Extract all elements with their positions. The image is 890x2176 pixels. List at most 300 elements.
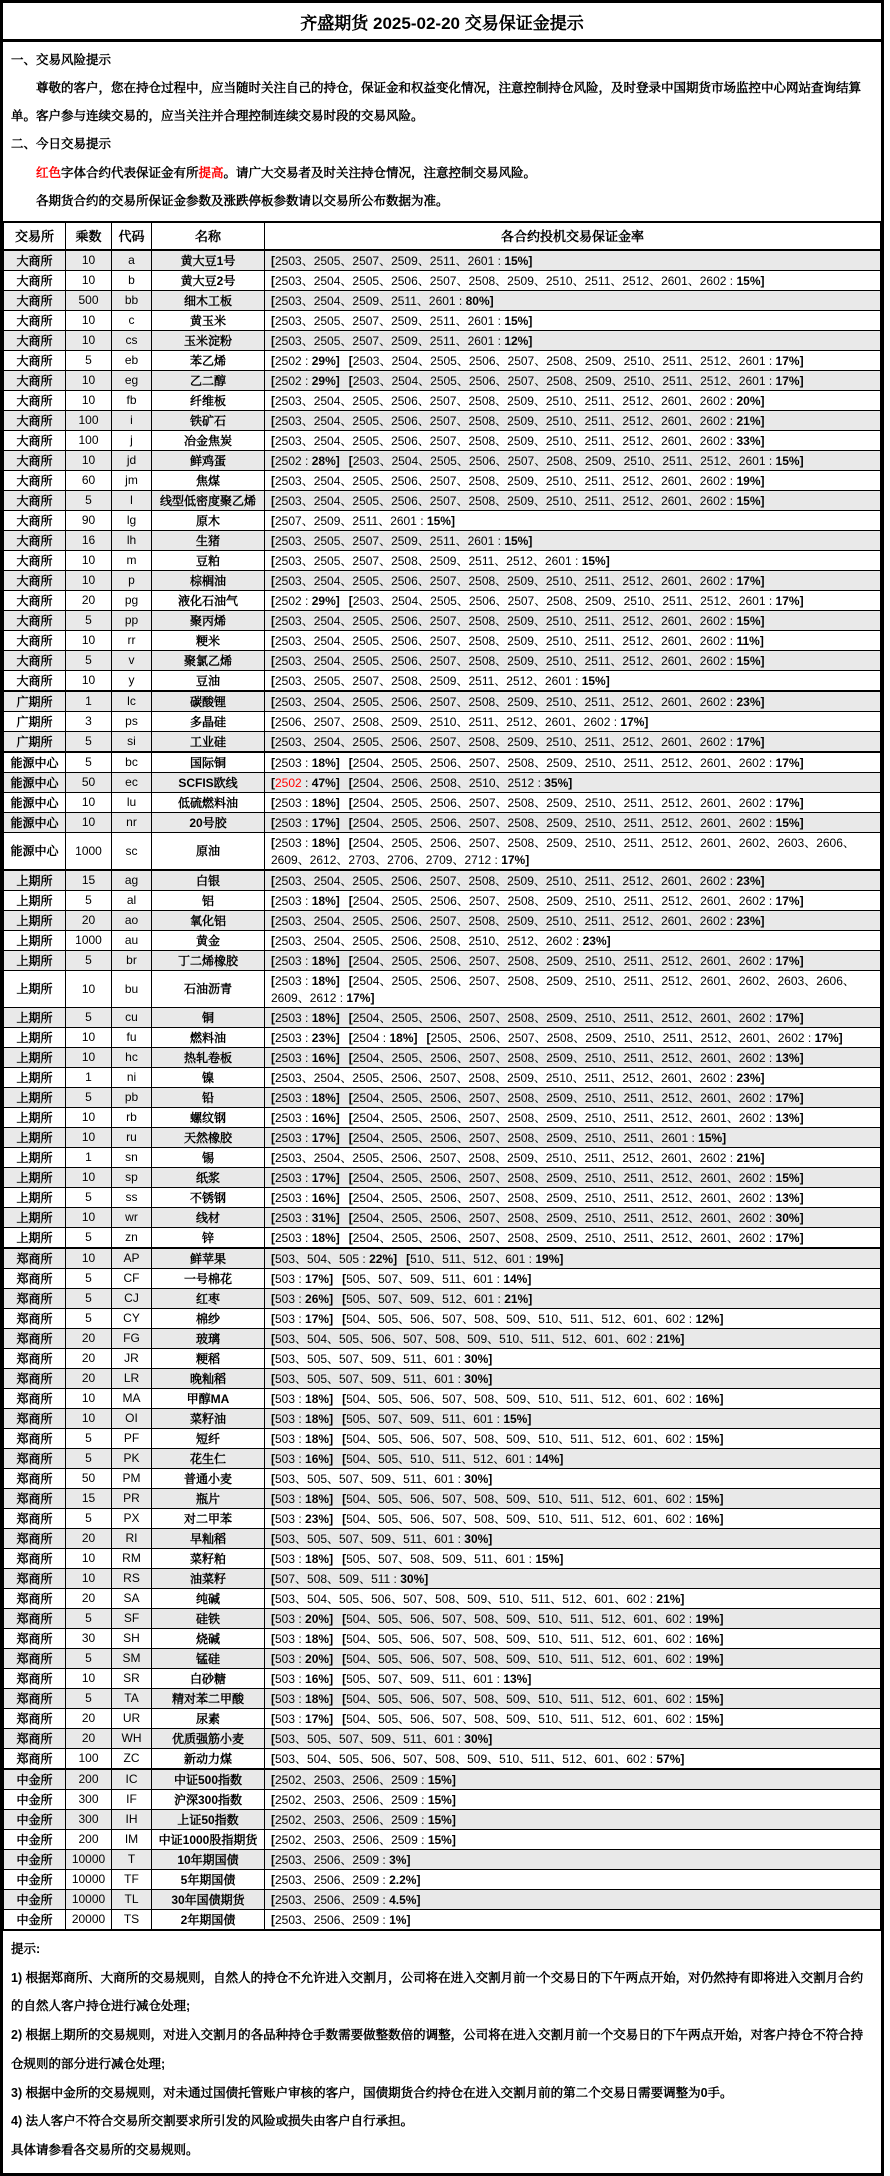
table-row (4, 330, 881, 350)
table-row (4, 1608, 881, 1628)
multiplier-cell: 10 (66, 1127, 112, 1147)
rate-segment: [503 : 17%] (271, 1711, 334, 1726)
multiplier-cell: 10 (66, 390, 112, 410)
note-item: 1) 根据郑商所、大商所的交易规则，自然人的持仓不允许进入交割月，公司将在进入交割月前一个交易日的下午两点开始，对仍然持有即将进入交割月合约的自然人客户持仓进行减仓处理; (11, 1970, 864, 2014)
exchange-cell: 大商所 (4, 650, 66, 670)
code-cell: c (112, 310, 152, 330)
name-cell: 线材 (152, 1207, 265, 1227)
name-cell: 10年期国债 (152, 1849, 265, 1869)
rate-segment: [2503 : 18%] (271, 953, 340, 968)
table-row (4, 950, 881, 970)
table-row (4, 1388, 881, 1408)
multiplier-cell: 20 (66, 590, 112, 610)
exchange-cell: 上期所 (4, 1027, 66, 1047)
rate-cell (265, 1869, 881, 1889)
rate-cell (265, 1789, 881, 1809)
red-notice-word-red: 红色 (36, 165, 62, 180)
code-cell: IH (112, 1809, 152, 1829)
rate-segment: [2503、2504、2505、2506、2507、2508、2509、2510、2511、2512、2601 : 17%] (348, 593, 804, 608)
rate-segment: [2502 : 29%] (271, 593, 340, 608)
rate-segment: [504、505、506、507、508、509、510、511、512、601、602 : 16%] (342, 1511, 724, 1526)
rate-cell (265, 1628, 881, 1648)
multiplier-cell: 20 (66, 1728, 112, 1748)
table-row (4, 1769, 881, 1790)
rate-segment: [2507、2509、2511、2601 : 15%] (271, 513, 455, 528)
rate-cell (265, 1127, 881, 1147)
rate-segment: [2503、2505、2507、2509、2511、2601 : 15%] (271, 313, 533, 328)
intro-section (3, 42, 881, 221)
name-cell: 乙二醇 (152, 370, 265, 390)
name-cell: 白砂糖 (152, 1668, 265, 1688)
code-cell: b (112, 270, 152, 290)
rate-cell (265, 870, 881, 891)
rate-segment: [2503、2504、2505、2506、2507、2508、2509、2510、2511、2512、2601、2602 : 23%] (271, 1070, 765, 1085)
code-cell: IM (112, 1829, 152, 1849)
col-header-rates: 各合约投机交易保证金率 (265, 222, 881, 250)
rate-cell (265, 711, 881, 731)
rate-segment: [2504、2505、2506、2507、2508、2509、2510、2511、2512、2601、2602 : 17%] (348, 1230, 804, 1245)
rate-cell (265, 731, 881, 752)
name-cell: 粳米 (152, 630, 265, 650)
name-cell: 烧碱 (152, 1628, 265, 1648)
rate-segment: [2503 : 16%] (271, 1190, 340, 1205)
rate-segment: [504、505、506、507、508、509、510、511、512、601、602 : 15%] (342, 1431, 724, 1446)
table-row (4, 370, 881, 390)
rate-cell (265, 1167, 881, 1187)
exchange-cell: 郑商所 (4, 1488, 66, 1508)
rate-segment: [504、505、506、507、508、509、510、511、512、601、602 : 15%] (342, 1711, 724, 1726)
rate-cell (265, 310, 881, 330)
multiplier-cell: 20 (66, 1328, 112, 1348)
rate-cell (265, 590, 881, 610)
rate-segment: [503、504、505、506、507、508、509、510、511、512、601、602 : 57%] (271, 1751, 685, 1766)
rate-segment: [2504、2505、2506、2507、2508、2509、2510、2511、2512、2601、2602 : 13%] (348, 1190, 804, 1205)
rate-cell (265, 1348, 881, 1368)
params-notice-line: 各期货合约的交易所保证金参数及涨跌停板参数请以交易所公布数据为准。 (36, 193, 449, 208)
today-section-heading: 二、今日交易提示 (11, 137, 112, 152)
exchange-cell: 上期所 (4, 970, 66, 1007)
code-cell: PM (112, 1468, 152, 1488)
table-row (4, 1067, 881, 1087)
rate-segment: [504、505、510、511、512、601 : 14%] (342, 1451, 564, 1466)
rate-segment: [2503 : 18%] (271, 1090, 340, 1105)
rate-segment: [2503、2506、2509 : 3%] (271, 1852, 411, 1867)
name-cell: 苯乙烯 (152, 350, 265, 370)
table-row (4, 1288, 881, 1308)
rate-segment: [503 : 17%] (271, 1311, 334, 1326)
code-cell: ps (112, 711, 152, 731)
exchange-cell: 郑商所 (4, 1628, 66, 1648)
exchange-cell: 能源中心 (4, 832, 66, 870)
multiplier-cell: 10 (66, 970, 112, 1007)
rate-segment: [2502、2503、2506、2509 : 15%] (271, 1812, 456, 1827)
risk-paragraph: 尊敬的客户，您在持仓过程中，应当随时关注自己的持仓，保证金和权益变化情况，注意控制持仓风险，及时登录中国期货市场监控中心网站查询结算单。客户参与连续交易的，应当关注并合理控制连续交易时段的交易风险。 (11, 81, 862, 124)
multiplier-cell: 10 (66, 792, 112, 812)
code-cell: SH (112, 1628, 152, 1648)
rate-cell (265, 1187, 881, 1207)
exchange-cell: 中金所 (4, 1909, 66, 1930)
name-cell: 国际铜 (152, 752, 265, 773)
notes-section (3, 1931, 881, 2173)
multiplier-cell: 5 (66, 610, 112, 630)
name-cell: 原油 (152, 832, 265, 870)
exchange-cell: 上期所 (4, 1187, 66, 1207)
exchange-cell: 中金所 (4, 1849, 66, 1869)
multiplier-cell: 10 (66, 250, 112, 271)
table-row (4, 570, 881, 590)
name-cell: 白银 (152, 870, 265, 891)
multiplier-cell: 100 (66, 1748, 112, 1769)
exchange-cell: 广期所 (4, 711, 66, 731)
table-row (4, 530, 881, 550)
name-cell: 纤维板 (152, 390, 265, 410)
table-row (4, 270, 881, 290)
exchange-cell: 上期所 (4, 1087, 66, 1107)
code-cell: lu (112, 792, 152, 812)
multiplier-cell: 5 (66, 1268, 112, 1288)
exchange-cell: 大商所 (4, 390, 66, 410)
table-row (4, 1889, 881, 1909)
exchange-cell: 中金所 (4, 1869, 66, 1889)
multiplier-cell: 5 (66, 890, 112, 910)
rate-segment: [2503 : 18%] (271, 1010, 340, 1025)
multiplier-cell: 1 (66, 1067, 112, 1087)
table-row (4, 1408, 881, 1428)
name-cell: 铅 (152, 1087, 265, 1107)
table-row (4, 1328, 881, 1348)
exchange-cell: 大商所 (4, 410, 66, 430)
code-cell: jd (112, 450, 152, 470)
code-cell: SA (112, 1588, 152, 1608)
multiplier-cell: 300 (66, 1809, 112, 1829)
name-cell: 原木 (152, 510, 265, 530)
code-cell: PX (112, 1508, 152, 1528)
rate-segment: [503 : 16%] (271, 1451, 334, 1466)
table-row (4, 870, 881, 891)
exchange-cell: 大商所 (4, 450, 66, 470)
rate-segment: [2503 : 17%] (271, 1170, 340, 1185)
rate-segment: [503、505、507、509、511、601 : 30%] (271, 1371, 493, 1386)
name-cell: 甲醇MA (152, 1388, 265, 1408)
rate-cell (265, 1207, 881, 1227)
multiplier-cell: 90 (66, 510, 112, 530)
multiplier-cell: 10 (66, 1568, 112, 1588)
name-cell: 不锈钢 (152, 1187, 265, 1207)
rate-cell (265, 390, 881, 410)
multiplier-cell: 5 (66, 1608, 112, 1628)
exchange-cell: 上期所 (4, 1047, 66, 1067)
rate-segment: [2502、2503、2506、2509 : 15%] (271, 1832, 456, 1847)
exchange-cell: 大商所 (4, 270, 66, 290)
name-cell: 聚丙烯 (152, 610, 265, 630)
name-cell: 石油沥青 (152, 970, 265, 1007)
rate-segment: [2503 : 18%] (271, 755, 340, 770)
exchange-cell: 中金所 (4, 1809, 66, 1829)
rate-cell (265, 1268, 881, 1288)
exchange-cell: 郑商所 (4, 1248, 66, 1269)
code-cell: sc (112, 832, 152, 870)
rate-cell (265, 410, 881, 430)
exchange-cell: 郑商所 (4, 1568, 66, 1588)
rate-cell (265, 490, 881, 510)
rate-segment: [503 : 26%] (271, 1291, 334, 1306)
code-cell: ao (112, 910, 152, 930)
rate-segment: [2504、2505、2506、2507、2508、2509、2510、2511、2512、2601、2602 : 13%] (348, 1110, 804, 1125)
rate-cell (265, 610, 881, 630)
table-row (4, 1728, 881, 1748)
code-cell: eg (112, 370, 152, 390)
margin-rate-table (3, 221, 881, 1931)
rate-segment: [2504、2505、2506、2507、2508、2509、2510、2511、2512、2601、2602 : 17%] (348, 1010, 804, 1025)
rate-segment: [2503、2504、2505、2506、2507、2508、2509、2510、2511、2512、2601、2602 : 21%] (271, 1150, 765, 1165)
name-cell: 低硫燃料油 (152, 792, 265, 812)
table-row (4, 1368, 881, 1388)
code-cell: OI (112, 1408, 152, 1428)
exchange-cell: 郑商所 (4, 1668, 66, 1688)
rate-segment: [2504、2505、2506、2507、2508、2509、2510、2511、2512、2601、2602 : 15%] (348, 815, 804, 830)
exchange-cell: 郑商所 (4, 1368, 66, 1388)
multiplier-cell: 50 (66, 772, 112, 792)
multiplier-cell: 10 (66, 570, 112, 590)
name-cell: 棉纱 (152, 1308, 265, 1328)
exchange-cell: 上期所 (4, 1227, 66, 1248)
code-cell: m (112, 550, 152, 570)
multiplier-cell: 5 (66, 1448, 112, 1468)
table-row (4, 970, 881, 1007)
multiplier-cell: 10 (66, 1047, 112, 1067)
rate-cell (265, 1007, 881, 1027)
name-cell: 上证50指数 (152, 1809, 265, 1829)
multiplier-cell: 30 (66, 1628, 112, 1648)
table-row (4, 1348, 881, 1368)
rate-segment: [2504、2505、2506、2507、2508、2509、2510、2511、2512、2601、2602 : 13%] (348, 1050, 804, 1065)
exchange-cell: 大商所 (4, 370, 66, 390)
rate-cell (265, 1648, 881, 1668)
multiplier-cell: 10 (66, 1027, 112, 1047)
rate-cell (265, 812, 881, 832)
code-cell: TF (112, 1869, 152, 1889)
name-cell: 黄大豆1号 (152, 250, 265, 271)
code-cell: ZC (112, 1748, 152, 1769)
rate-cell (265, 691, 881, 712)
name-cell: 对二甲苯 (152, 1508, 265, 1528)
rate-segment: [2503 : 23%] (271, 1030, 340, 1045)
name-cell: 一号棉花 (152, 1268, 265, 1288)
rate-segment: [2503、2504、2505、2506、2507、2508、2509、2510、2511、2512、2601、2602 : 15%] (271, 273, 765, 288)
multiplier-cell: 5 (66, 1187, 112, 1207)
name-cell: 玉米淀粉 (152, 330, 265, 350)
multiplier-cell: 10 (66, 1668, 112, 1688)
name-cell: 黄金 (152, 930, 265, 950)
multiplier-cell: 20000 (66, 1909, 112, 1930)
rate-cell (265, 650, 881, 670)
name-cell: 普通小麦 (152, 1468, 265, 1488)
exchange-cell: 上期所 (4, 1127, 66, 1147)
table-row (4, 410, 881, 430)
table-row (4, 792, 881, 812)
table-row (4, 1789, 881, 1809)
multiplier-cell: 10000 (66, 1889, 112, 1909)
table-row (4, 1007, 881, 1027)
rate-segment: [504、505、506、507、508、509、510、511、512、601、602 : 19%] (342, 1651, 724, 1666)
exchange-cell: 大商所 (4, 310, 66, 330)
table-row (4, 350, 881, 370)
rate-segment: [2503 : 18%] (271, 893, 340, 908)
exchange-cell: 大商所 (4, 550, 66, 570)
code-cell: eb (112, 350, 152, 370)
rate-segment: [504、505、506、507、508、509、510、511、512、601、602 : 19%] (342, 1611, 724, 1626)
rate-segment: [503 : 18%] (271, 1691, 334, 1706)
multiplier-cell: 1000 (66, 930, 112, 950)
multiplier-cell: 100 (66, 430, 112, 450)
rate-segment: [504、505、506、507、508、509、510、511、512、601、602 : 16%] (342, 1631, 724, 1646)
table-row (4, 1027, 881, 1047)
code-cell: UR (112, 1708, 152, 1728)
exchange-cell: 郑商所 (4, 1268, 66, 1288)
multiplier-cell: 10 (66, 1548, 112, 1568)
code-cell: si (112, 731, 152, 752)
rate-segment: [2504、2505、2506、2507、2508、2509、2510、2511、2512、2601、2602 : 17%] (348, 953, 804, 968)
red-notice-line (11, 159, 873, 187)
name-cell: 聚氯乙烯 (152, 650, 265, 670)
table-row (4, 1809, 881, 1829)
code-cell: FG (112, 1328, 152, 1348)
multiplier-cell: 20 (66, 1368, 112, 1388)
rate-segment: [2503、2505、2507、2509、2511、2601 : 12%] (271, 333, 533, 348)
table-row (4, 590, 881, 610)
exchange-cell: 上期所 (4, 910, 66, 930)
code-cell: y (112, 670, 152, 691)
rate-cell (265, 1889, 881, 1909)
exchange-cell: 上期所 (4, 1207, 66, 1227)
code-cell: lh (112, 530, 152, 550)
rate-cell (265, 550, 881, 570)
multiplier-cell: 5 (66, 752, 112, 773)
exchange-cell: 大商所 (4, 290, 66, 310)
rate-cell (265, 1488, 881, 1508)
rate-segment: [2503、2504、2505、2506、2507、2508、2509、2510、2511、2512、2601、2602 : 17%] (271, 734, 765, 749)
rate-cell (265, 1107, 881, 1127)
table-row (4, 1268, 881, 1288)
rate-segment: [503 : 18%] (271, 1631, 334, 1646)
name-cell: 鲜苹果 (152, 1248, 265, 1269)
code-cell: al (112, 890, 152, 910)
table-row (4, 610, 881, 630)
name-cell: 黄玉米 (152, 310, 265, 330)
rate-cell (265, 1468, 881, 1488)
table-row (4, 1548, 881, 1568)
name-cell: 新动力煤 (152, 1748, 265, 1769)
multiplier-cell: 20 (66, 1528, 112, 1548)
code-cell: rb (112, 1107, 152, 1127)
name-cell: 精对苯二甲酸 (152, 1688, 265, 1708)
code-cell: p (112, 570, 152, 590)
rate-cell (265, 630, 881, 650)
exchange-cell: 郑商所 (4, 1428, 66, 1448)
multiplier-cell: 10 (66, 330, 112, 350)
name-cell: 油菜籽 (152, 1568, 265, 1588)
rate-segment: [2504、2505、2506、2507、2508、2509、2510、2511、2512、2601、2602 : 30%] (348, 1210, 804, 1225)
table-row (4, 930, 881, 950)
multiplier-cell: 10 (66, 812, 112, 832)
multiplier-cell: 5 (66, 731, 112, 752)
exchange-cell: 大商所 (4, 470, 66, 490)
rate-segment: [2503、2506、2509 : 4.5%] (271, 1892, 421, 1907)
code-cell: TL (112, 1889, 152, 1909)
code-cell: pp (112, 610, 152, 630)
rate-segment: [2502 : 29%] (271, 373, 340, 388)
multiplier-cell: 16 (66, 530, 112, 550)
multiplier-cell: 100 (66, 410, 112, 430)
name-cell: 氧化铝 (152, 910, 265, 930)
rate-segment: [503 : 18%] (271, 1411, 334, 1426)
code-cell: T (112, 1849, 152, 1869)
name-cell: 粳稻 (152, 1348, 265, 1368)
rate-cell (265, 250, 881, 271)
rate-cell (265, 1368, 881, 1388)
name-cell: 燃料油 (152, 1027, 265, 1047)
name-cell: 黄大豆2号 (152, 270, 265, 290)
name-cell: 细木工板 (152, 290, 265, 310)
rate-segment: [2503、2506、2509 : 1%] (271, 1912, 411, 1927)
code-cell: IF (112, 1789, 152, 1809)
multiplier-cell: 10 (66, 550, 112, 570)
multiplier-cell: 300 (66, 1789, 112, 1809)
rate-segment: [2503、2504、2505、2506、2507、2508、2509、2510、2511、2512、2601、2602 : 15%] (271, 493, 765, 508)
name-cell: 5年期国债 (152, 1869, 265, 1889)
red-notice-mid: 字体合约代表保证金有所 (61, 165, 199, 180)
rate-cell (265, 1288, 881, 1308)
rate-segment: [503、505、507、509、511、601 : 30%] (271, 1531, 493, 1546)
table-row (4, 1448, 881, 1468)
code-cell: fu (112, 1027, 152, 1047)
code-cell: PK (112, 1448, 152, 1468)
multiplier-cell: 5 (66, 1288, 112, 1308)
rate-cell (265, 1248, 881, 1269)
name-cell: 碳酸锂 (152, 691, 265, 712)
rate-segment: [2503、2504、2505、2506、2507、2508、2509、2510、2511、2512、2601、2602 : 20%] (271, 393, 765, 408)
multiplier-cell: 15 (66, 870, 112, 891)
col-header-name: 名称 (152, 222, 265, 250)
exchange-cell: 中金所 (4, 1789, 66, 1809)
multiplier-cell: 200 (66, 1829, 112, 1849)
rate-segment: [503 : 17%] (271, 1271, 334, 1286)
rate-segment: [2503 : 16%] (271, 1050, 340, 1065)
rate-segment: [2502、2503、2506、2509 : 15%] (271, 1772, 456, 1787)
table-row (4, 1528, 881, 1548)
rate-segment: [505、507、508、509、511、601 : 15%] (342, 1551, 564, 1566)
rate-cell (265, 890, 881, 910)
exchange-cell: 中金所 (4, 1889, 66, 1909)
multiplier-cell: 5 (66, 1227, 112, 1248)
code-cell: RM (112, 1548, 152, 1568)
exchange-cell: 郑商所 (4, 1608, 66, 1628)
rate-segment: [2504、2505、2506、2507、2508、2509、2510、2511、2512、2601、2602 : 17%] (348, 755, 804, 770)
multiplier-cell: 10 (66, 1248, 112, 1269)
exchange-cell: 上期所 (4, 890, 66, 910)
name-cell: 铝 (152, 890, 265, 910)
table-row (4, 1849, 881, 1869)
exchange-cell: 中金所 (4, 1829, 66, 1849)
rate-cell (265, 1748, 881, 1769)
code-cell: JR (112, 1348, 152, 1368)
rate-cell (265, 1608, 881, 1628)
code-cell: MA (112, 1388, 152, 1408)
rate-cell (265, 670, 881, 691)
code-cell: wr (112, 1207, 152, 1227)
table-row (4, 470, 881, 490)
name-cell: 焦煤 (152, 470, 265, 490)
